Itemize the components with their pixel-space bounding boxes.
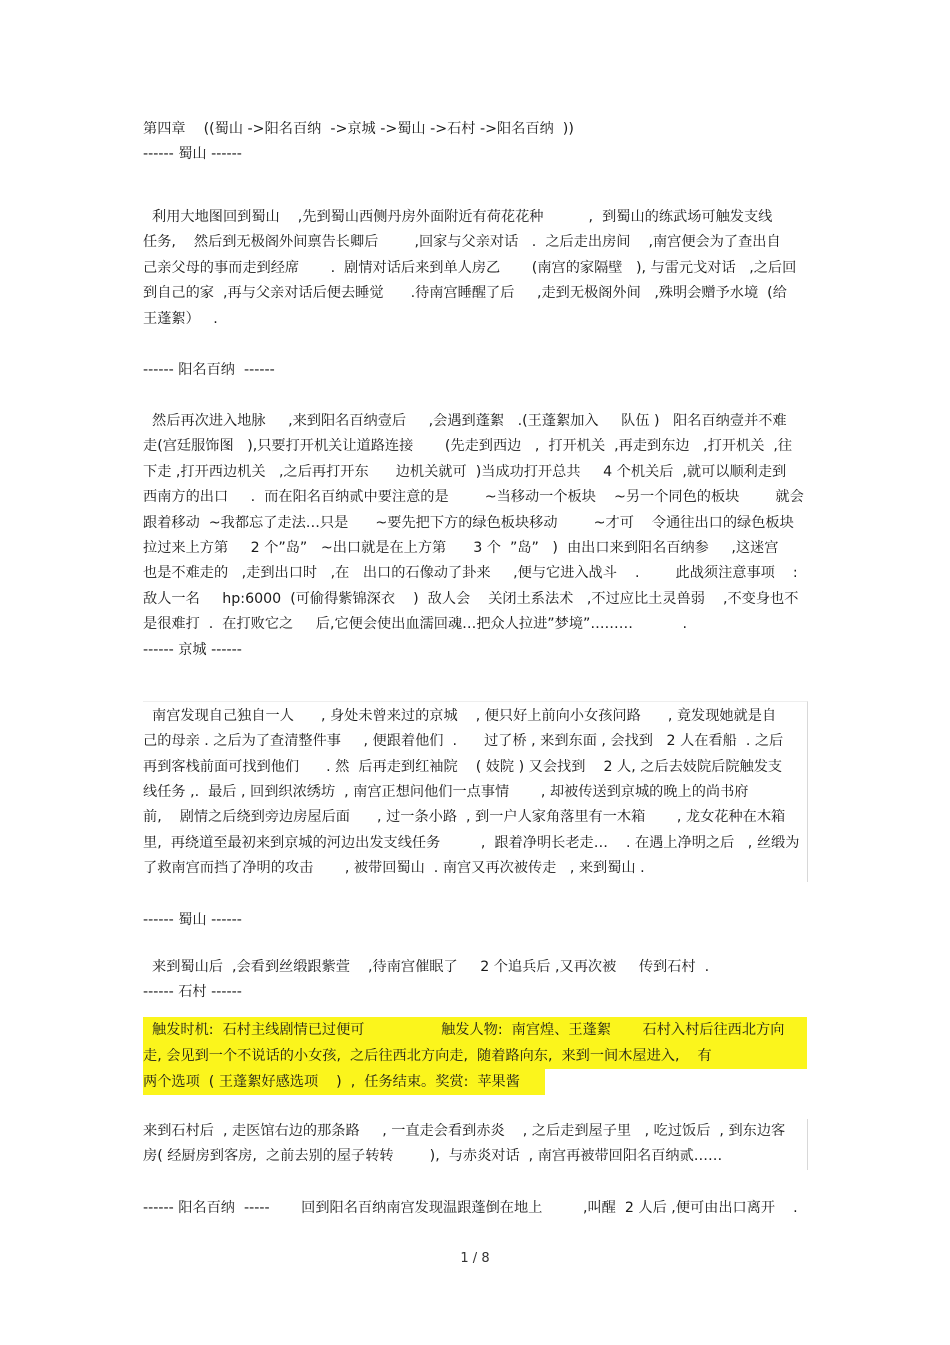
paragraph-line: 来到蜀山后 ,会看到丝缎跟紫萱 ,待南宫催眠了 2 个追兵后 ,又再次被 传到石村 . [143, 958, 710, 975]
section-header-yangming-1: ------ 阳名百纳 ------ [143, 362, 275, 379]
paragraph-line: 房( 经厨房到客房, 之前去别的屋子转转 ), 与赤炎对话 , 南宫再被带回阳名百纳贰…… [143, 1148, 723, 1165]
paragraph-line: 然后再次进入地脉 ,来到阳名百纳壹后 ,会遇到蓬絮 .(王蓬絮加入 队伍 ) 阳名百纳壹并不难 [143, 413, 787, 430]
paragraph-line: 拉过来上方第 2 个”岛” ~出口就是在上方第 3 个 ”岛” ) 由出口来到阳名百纳参 ,这迷宫 [143, 540, 779, 557]
paragraph-line: 下走 ,打开西边机关 ,之后再打开东 边机关就可 )当成功打开总共 4 个机关后 ,就可以顺利走到 [143, 463, 787, 480]
paragraph-line: 来到石村后 , 走医馆右边的那条路 , 一直走会看到赤炎 , 之后走到屋子里 , 吃过饭后 , 到东边客 [143, 1122, 786, 1139]
paragraph-line: 己亲父母的事而走到经席 . 剧情对话后来到单人房乙 (南宫的家隔壁 ), 与雷元戈对话 ,之后回 [143, 259, 797, 276]
highlighted-side-quest [143, 1017, 808, 1095]
section-header-shushan-1: ------ 蜀山 ------ [143, 146, 242, 162]
section-body-yangming-1 [143, 409, 808, 638]
paragraph-line: 任务, 然后到无极阁外间禀告长卿后 ,回家与父亲对话 . 之后走出房间 ,南宫便会为了查出自 [143, 234, 781, 251]
paragraph-line: 跟着移动 ~我都忘了走法…只是 ~要先把下方的绿色板块移动 ~才可 令通往出口的绿色板块 [143, 514, 794, 531]
highlight-line: 走, 会见到一个不说话的小女孩, 之后往西北方向走, 随着路向东, 来到一间木屋进入, 有 [143, 1043, 807, 1069]
paragraph-line: 己的母亲 . 之后为了查清整件事 , 便跟着他们 . 过了桥 , 来到东面 , 会找到 2 人在看船 . 之后 [143, 733, 784, 750]
section-body-jingcheng [143, 701, 808, 882]
paragraph-line: 是很难打 . 在打败它之 后,它便会使出血濡回魂…把众人拉进”梦境”……… . [143, 616, 688, 633]
paragraph-line: 走(宫廷服饰图 ),只要打开机关让道路连接 (先走到西边 , 打开机关 ,再走到东边 ,打开机关 ,往 [143, 438, 793, 455]
paragraph-line: 了救南宫而挡了净明的攻击 , 被带回蜀山 . 南宫又再次被传走 , 来到蜀山 . [143, 860, 645, 877]
paragraph-line: 王蓬絮） . [143, 310, 218, 327]
highlight-line: 触发时机: 石村主线剧情已过便可 触发人物: 南宫煌、王蓬絮 石村入村后往西北方向 [143, 1017, 807, 1043]
paragraph-line: 也是不难走的 ,走到出口时 ,在 出口的石像动了卦来 ,便与它进入战斗 . 此战须注意事项 : [143, 565, 798, 582]
paragraph-line: 南宫发现自己独自一人 , 身处未曾来过的京城 , 便只好上前向小女孩问路 , 竟发现她就是自 [143, 707, 777, 724]
paragraph-line: 西南方的出口 . 而在阳名百纳贰中要注意的是 ~当移动一个板块 ~另一个同色的板块 就会 [143, 489, 804, 506]
paragraph-line: 再到客栈前面可找到他们 . 然 后再走到红袖院 ( 妓院 ) 又会找到 2 人, 之后去妓院后院触发支 [143, 758, 783, 775]
paragraph-line: 利用大地图回到蜀山 ,先到蜀山西侧丹房外面附近有荷花花种 , 到蜀山的练武场可触发支线 [143, 209, 773, 225]
section-header-shushan-2: ------ 蜀山 ------ [143, 911, 242, 928]
chapter-title: 第四章 ((蜀山 ->阳名百纳 ->京城 ->蜀山 ->石村 ->阳名百纳 )) [143, 121, 574, 137]
paragraph-line: 里, 再绕道至最初来到京城的河边出发支线任务 , 跟着净明长老走… . 在遇上净明之后 , 丝缎为 [143, 834, 800, 851]
paragraph-line: 到自己的家 ,再与父亲对话后便去睡觉 .待南宫睡醒了后 ,走到无极阁外间 ,殊明会赠予水境 (给 [143, 285, 787, 302]
section-body-shicun [143, 1119, 808, 1170]
section-header-shicun: ------ 石村 ------ [143, 983, 242, 1000]
section-body-shushan-1 [143, 205, 808, 332]
section-header-jingcheng: ------ 京城 ------ [143, 641, 242, 658]
paragraph-line: 线任务 ,. 最后 , 回到织浓绣坊 , 南宫正想问他们一点事情 , 却被传送到京城的晚上的尚书府 [143, 783, 749, 800]
section-body-shushan-2 [143, 955, 808, 980]
page-number: 1 / 8 [460, 1251, 490, 1266]
document-page [143, 117, 808, 1221]
paragraph-line: 前, 剧情之后绕到旁边房屋后面 , 过一条小路 , 到一户人家角落里有一木箱 , 龙女花种在木箱 [143, 809, 786, 826]
section-yangming-2: ------ 阳名百纳 ----- 回到阳名百纳南宫发现温跟蓬倒在地上 ,叫醒 2 人后 ,便可由出口离开 . [143, 1199, 798, 1216]
highlight-line: 两个选项 ( 王蓬絮好感选项 ) , 任务结束。奖赏: 苹果酱 [143, 1069, 545, 1095]
paragraph-line: 敌人一名 hp:6000 (可偷得紫锦深衣 ) 敌人会 关闭土系法术 ,不过应比土灵兽弱 ,不变身也不 [143, 590, 799, 607]
